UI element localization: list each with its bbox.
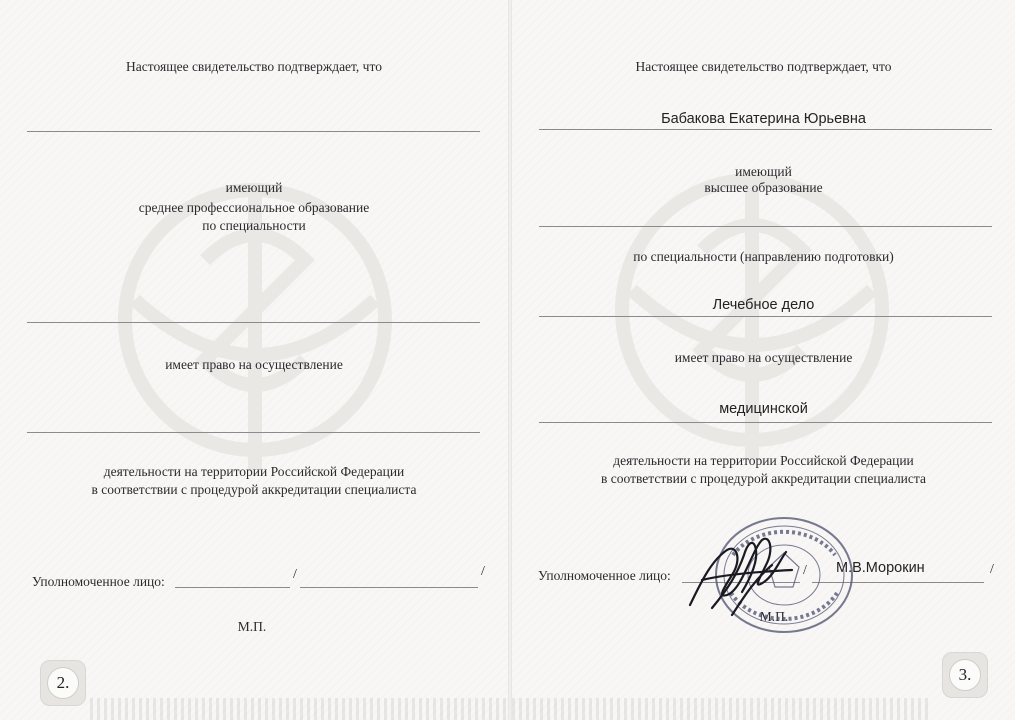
authorized-label: Уполномоченное лицо: [538, 568, 671, 583]
signer-name: М.В.Морокин [836, 560, 925, 576]
ornament-border [512, 698, 932, 720]
education-text: среднее профессиональное образование [138, 200, 370, 215]
activity-line2: в соответствии с процедурой аккредитации специалиста [601, 471, 926, 486]
mp-text: М.П. [237, 619, 267, 634]
intro-text: Настоящее свидетельство подтверждает, что [126, 59, 382, 74]
signature-line [175, 587, 290, 588]
name-line [539, 129, 992, 130]
specialty-value: Лечебное дело [712, 297, 815, 313]
specialty-line [539, 316, 992, 317]
activity-line [539, 422, 992, 423]
activity-line1: деятельности на территории Российской Федерации [103, 464, 405, 479]
full-name: Бабакова Екатерина Юрьевна [661, 111, 866, 127]
page-number: 3. [949, 659, 981, 691]
activity-line1: деятельности на территории Российской Федерации [613, 453, 914, 468]
slash-separator: / [803, 563, 807, 578]
having-text: имеющий [225, 180, 283, 195]
mp-text: М.П. [759, 609, 789, 624]
page-number: 2. [47, 667, 79, 699]
name-line [27, 131, 480, 132]
right-label: имеет право на осуществление [674, 350, 853, 365]
page-number-badge [942, 652, 988, 698]
slash-separator-end: / [481, 564, 485, 579]
slash-separator: / [293, 567, 297, 582]
having-text: имеющий [735, 164, 792, 179]
specialty-line [27, 322, 480, 323]
name-signature-line [300, 587, 478, 588]
specialty-label: по специальности (направлению подготовки) [633, 249, 894, 264]
right-label: имеет право на осуществление [165, 357, 343, 372]
activity-line [27, 432, 480, 433]
page-number-badge [40, 660, 86, 706]
education-line [539, 226, 992, 227]
activity-line2: в соответствии с процедурой аккредитации специалиста [91, 482, 417, 497]
slash-separator-end: / [990, 562, 994, 577]
authorized-label: Уполномоченное лицо: [32, 574, 165, 589]
activity-type: медицинской [719, 401, 808, 417]
education-text: высшее образование [704, 180, 823, 195]
handwritten-signature-icon [682, 520, 797, 620]
specialty-label: по специальности [202, 218, 306, 233]
intro-text: Настоящее свидетельство подтверждает, что [635, 59, 892, 74]
ornament-border [90, 698, 508, 720]
